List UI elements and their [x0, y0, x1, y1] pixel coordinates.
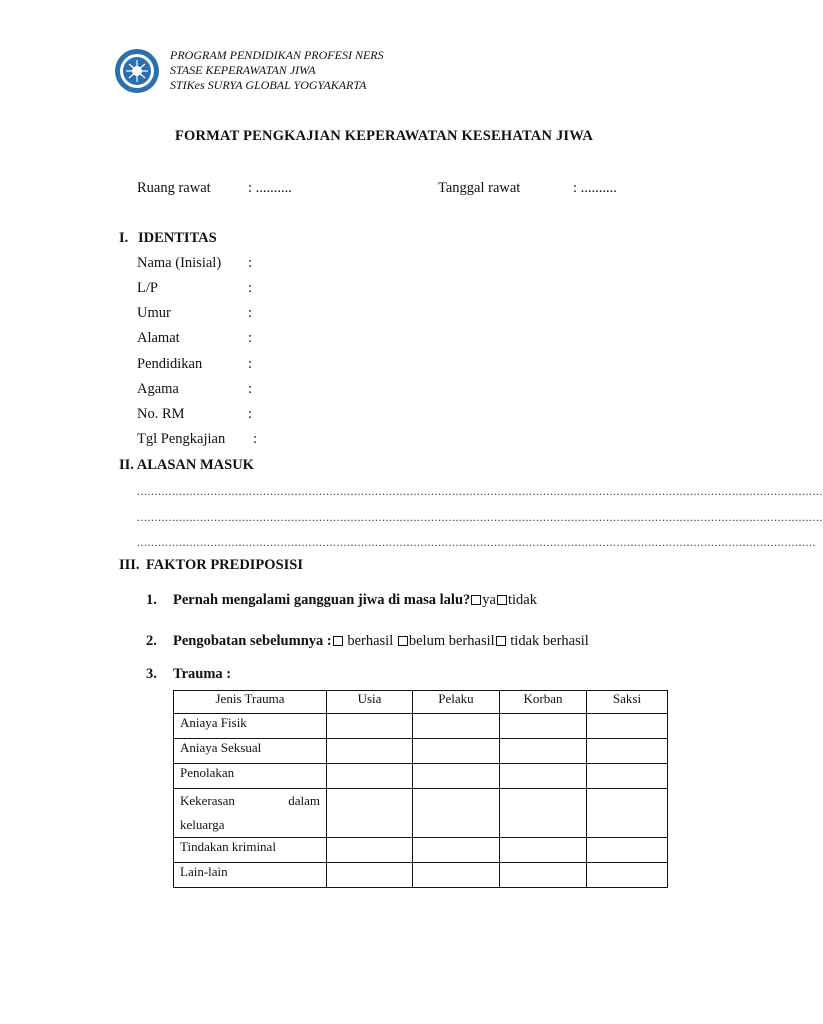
- table-row: [174, 789, 668, 838]
- cell-korban[interactable]: [500, 764, 587, 789]
- cell-korban[interactable]: [500, 863, 587, 888]
- q2-number: 2.: [146, 633, 157, 649]
- field-label: Umur: [137, 305, 171, 321]
- identitas-number: I.: [119, 230, 129, 246]
- q2-belum-berhasil-label: belum berhasil: [408, 633, 495, 649]
- trauma-type-kekerasan: [174, 789, 327, 838]
- cell-saksi[interactable]: [587, 714, 668, 739]
- table-row: [174, 739, 668, 764]
- cell-korban[interactable]: [500, 739, 587, 764]
- q2-berhasil-label: berhasil: [343, 633, 397, 649]
- header-stase: STASE KEPERAWATAN JIWA: [170, 63, 316, 77]
- table-header-row: [174, 691, 668, 714]
- field-label: L/P: [137, 280, 158, 296]
- col-usia: Usia: [327, 691, 413, 714]
- cell-usia[interactable]: [327, 863, 413, 888]
- cell-saksi[interactable]: [587, 789, 668, 838]
- q2-text: Pengobatan sebelumnya :: [173, 633, 332, 649]
- cell-saksi[interactable]: [587, 838, 668, 863]
- field-label: Alamat: [137, 330, 180, 346]
- alasan-dotline: ....................................................................................................................................................................................................: [137, 510, 823, 524]
- field-colon: :: [248, 330, 253, 346]
- cell-korban[interactable]: [500, 789, 587, 838]
- alasan-heading: II. ALASAN MASUK: [119, 457, 254, 473]
- cell-pelaku[interactable]: [413, 764, 500, 789]
- cell-saksi[interactable]: [587, 863, 668, 888]
- field-colon: :: [253, 431, 258, 447]
- trauma-type: Penolakan: [174, 764, 327, 789]
- kekerasan-word: Kekerasan: [180, 793, 235, 808]
- col-pelaku: Pelaku: [413, 691, 500, 714]
- field-label: Nama (Inisial): [137, 255, 222, 271]
- field-colon: :: [248, 280, 253, 296]
- cell-saksi[interactable]: [587, 739, 668, 764]
- field-label: Pendidikan: [137, 356, 203, 372]
- field-colon: :: [248, 381, 253, 397]
- institution-logo-icon: [114, 48, 160, 94]
- tanggal-value: : ..........: [573, 180, 617, 196]
- q2-berhasil-checkbox[interactable]: [333, 636, 343, 646]
- field-colon: :: [248, 305, 253, 321]
- trauma-type: Aniaya Seksual: [174, 739, 327, 764]
- q3-text: Trauma :: [173, 666, 232, 682]
- q1-tidak-checkbox[interactable]: [497, 595, 507, 605]
- q2-row: [173, 633, 589, 650]
- keluarga-word: keluarga: [180, 817, 225, 832]
- q3-number: 3.: [146, 666, 157, 682]
- table-row: [174, 714, 668, 739]
- col-saksi: Saksi: [587, 691, 668, 714]
- table-row: [174, 863, 668, 888]
- col-jenis-trauma: Jenis Trauma: [174, 691, 327, 714]
- q1-tidak-label: tidak: [507, 592, 537, 608]
- field-colon: :: [248, 406, 253, 422]
- cell-pelaku[interactable]: [413, 838, 500, 863]
- cell-saksi[interactable]: [587, 764, 668, 789]
- trauma-type: Aniaya Fisik: [174, 714, 327, 739]
- cell-usia[interactable]: [327, 789, 413, 838]
- faktor-heading: FAKTOR PREDIPOSISI: [146, 557, 303, 573]
- cell-korban[interactable]: [500, 838, 587, 863]
- cell-usia[interactable]: [327, 838, 413, 863]
- q1-number: 1.: [146, 592, 157, 608]
- cell-pelaku[interactable]: [413, 863, 500, 888]
- col-korban: Korban: [500, 691, 587, 714]
- q2-tidak-berhasil-label: tidak berhasil: [506, 633, 589, 649]
- q1-ya-checkbox[interactable]: [471, 595, 481, 605]
- q2-belum-berhasil-checkbox[interactable]: [398, 636, 408, 646]
- alasan-dotline: ..................................................................................................................................................................................................: [137, 535, 816, 549]
- ruang-value: : ..........: [248, 180, 292, 196]
- trauma-type: Lain-lain: [174, 863, 327, 888]
- identitas-heading: IDENTITAS: [138, 230, 217, 246]
- field-colon: :: [248, 255, 253, 271]
- q1-row: [173, 592, 537, 609]
- table-row: [174, 764, 668, 789]
- table-row: [174, 838, 668, 863]
- ruang-label: Ruang rawat: [137, 180, 211, 196]
- field-label: Tgl Pengkajian: [137, 431, 226, 447]
- cell-pelaku[interactable]: [413, 714, 500, 739]
- trauma-type: Tindakan kriminal: [174, 838, 327, 863]
- field-label: No. RM: [137, 406, 185, 422]
- header-program: PROGRAM PENDIDIKAN PROFESI NERS: [170, 48, 384, 62]
- q1-text: Pernah mengalami gangguan jiwa di masa lalu?: [173, 592, 471, 608]
- header-institution: STIKes SURYA GLOBAL YOGYAKARTA: [170, 78, 367, 92]
- cell-usia[interactable]: [327, 739, 413, 764]
- cell-pelaku[interactable]: [413, 789, 500, 838]
- dalam-word: dalam: [288, 793, 320, 808]
- cell-pelaku[interactable]: [413, 739, 500, 764]
- faktor-number: III.: [119, 557, 140, 573]
- field-colon: :: [248, 356, 253, 372]
- page-title: FORMAT PENGKAJIAN KEPERAWATAN KESEHATAN JIWA: [174, 128, 594, 144]
- cell-usia[interactable]: [327, 764, 413, 789]
- trauma-table: [173, 690, 668, 888]
- cell-usia[interactable]: [327, 714, 413, 739]
- cell-korban[interactable]: [500, 714, 587, 739]
- q2-tidak-berhasil-checkbox[interactable]: [496, 636, 506, 646]
- alasan-dotline: ....................................................................................................................................................................................................: [137, 484, 823, 498]
- tanggal-label: Tanggal rawat: [438, 180, 521, 196]
- field-label: Agama: [137, 381, 179, 397]
- q1-ya-label: ya: [482, 592, 496, 608]
